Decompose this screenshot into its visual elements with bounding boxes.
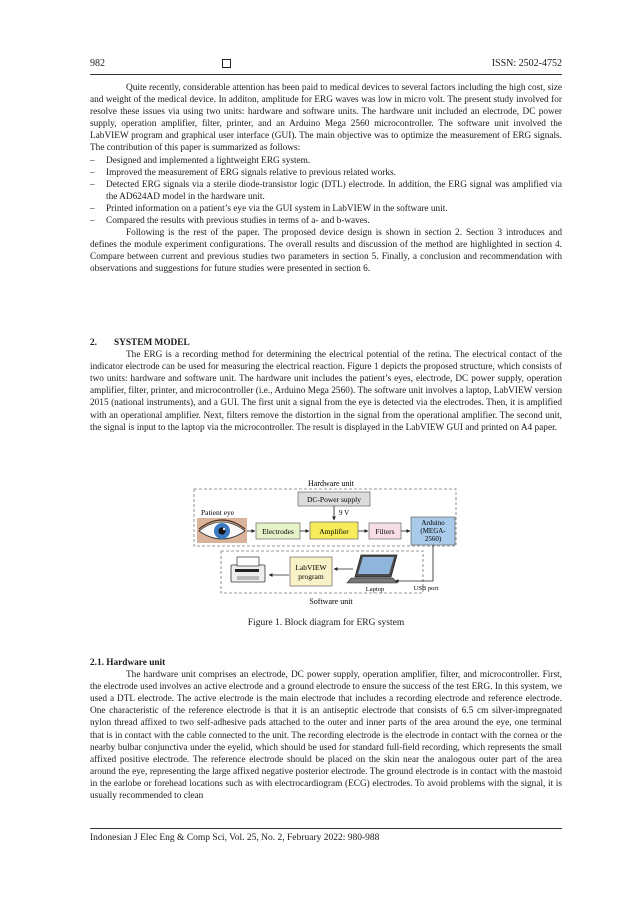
dc-power-label: DC-Power supply <box>307 495 361 504</box>
page-number: 982 <box>90 58 105 69</box>
arduino-label: (MEGA- <box>420 527 446 535</box>
section-hardware-unit <box>90 657 562 802</box>
square-icon <box>222 59 231 68</box>
list-item: – Printed information on a patient’s eye via the GUI system in LabVIEW in the software unit. <box>90 203 448 214</box>
hardware-unit-label: Hardware unit <box>308 479 354 488</box>
voltage-label: 9 V <box>339 509 350 517</box>
arduino-label: Arduino <box>421 519 445 527</box>
usb-port-label: USB port <box>413 585 439 592</box>
intro-section <box>90 82 562 276</box>
outline-paragraph: Following is the rest of the paper. The proposed device design is shown in section 2. Section 3 introduces and defines the module experiment configurations. The overall results and discussion of the method are highlighted in section 4. Compare between current and previous studies two parameters in section 5. Finally, a conclusion and recommendation with observations and suggestions for future studies were presented in section 6. <box>90 228 562 275</box>
hardware-unit-paragraph: The hardware unit comprises an electrode, DC power supply, operation amplifier, filter, and microcontroller. First, the electrode used involves an active electrode and a ground electrode to ensure the success of the test ERG. In this system, we used a DTL electrode. The active electrode is the main electrode that includes a recording electrode and reference electrode. One characteristic of the reference electrode is that it is an antiseptic electrode that consists of 6.5 cm silver-impregnated nylon thread affixed to two self-adhesive pads attached to the outer and inner parts of the area around the eye, one terminal that is in contact with the cable connected to the unit. The recording electrode is the electrode in contact with the cornea or the nearby bulbar conjunctiva under the eyelid, which should be used for standard full-field recording, which represents the small affixed positive electrode. The reference electrode should be placed on the skin near the analogous outer part of the area around the eye, representing the large affixed negative posterior electrode. The ground electrode is in contact with the mastoid in the earlobe or forehead locations such as with electrocardiogram (ECG) electrodes. To avoid problems with the signal, it is usually recommended to clean <box>90 670 562 802</box>
intro-paragraph: Quite recently, considerable attention has been paid to medical devices to several factors including the high cost, size and weight of the medical device. In additon, amplitude for ERG waves was low in micro volt. The present study involved for resolve these issues via using two units: hardware and software units. The hardware unit included an electrode, DC power supply, operation amplifier, filter, printer, and an Arduino Mega 2560 microcontroller. The software unit involved the LabVIEW program and graphical user interface (GUI). The main objective was to optimize the measurement of ERG signals. The contribution of this paper is summarized as follows: <box>90 83 562 154</box>
laptop-icon <box>347 555 397 583</box>
labview-label: LabVIEW <box>295 563 327 572</box>
amplifier-label: Amplifier <box>319 527 349 536</box>
labview-label: program <box>298 572 324 581</box>
contribution-list <box>90 155 562 228</box>
laptop-label: Laptop <box>365 586 385 593</box>
electrodes-label: Electrodes <box>262 527 294 536</box>
section-system-model <box>90 337 562 434</box>
running-footer: Indonesian J Elec Eng & Comp Sci, Vol. 25, No. 2, February 2022: 980-988 <box>90 828 562 843</box>
list-item: – Designed and implemented a lightweight ERG system. <box>90 155 311 166</box>
running-header <box>90 58 562 75</box>
system-model-paragraph: The ERG is a recording method for determining the electrical potential of the retina. The electrical contact of the indicator electrode can be used for measuring the electrical reaction. Figure 1 depicts the proposed structure, which consists of two units: hardware and software unit. The hardware unit includes the patient’s eyes, electrode, DC power supply, operation amplifier, filter, printer, and microcontroller (i.e., Arduino Mega 2560). The software unit involves a laptop, LabVIEW version 2015 (national instruments), and a GUI. The first unit a signal from the eye is detected via the electrodes. Then, it is amplified with an operational amplifier. Next, filters remove the distortion in the signal from the operational amplifier. The second unit, the signal is input to the laptop via the microcontroller. The result is displayed in the LabVIEW GUI and printed on A4 paper. <box>90 350 562 433</box>
list-item: – Compared the results with previous studies in terms of a- and b-waves. <box>90 216 370 227</box>
software-unit-label: Software unit <box>309 597 353 606</box>
section-heading: 2. SYSTEM MODEL <box>90 338 190 348</box>
list-item: – Detected ERG signals via a sterile diode-transistor logic (DTL) electrode. In addition, the ERG signal was amplified via the AD624AD model in the hardware unit. <box>90 179 562 202</box>
issn: ISSN: 2502-4752 <box>491 58 562 69</box>
subsection-heading: 2.1. Hardware unit <box>90 658 166 668</box>
printer-icon <box>231 557 265 582</box>
filters-label: Filters <box>375 527 395 536</box>
eye-image <box>197 518 247 543</box>
figure-caption: Figure 1. Block diagram for ERG system <box>247 618 405 628</box>
block-diagram <box>193 477 463 607</box>
list-item: – Improved the measurement of ERG signals relative to previous related works. <box>90 167 396 178</box>
patient-eye-label: Patient eye <box>201 508 235 517</box>
arduino-label: 2560) <box>424 535 442 543</box>
